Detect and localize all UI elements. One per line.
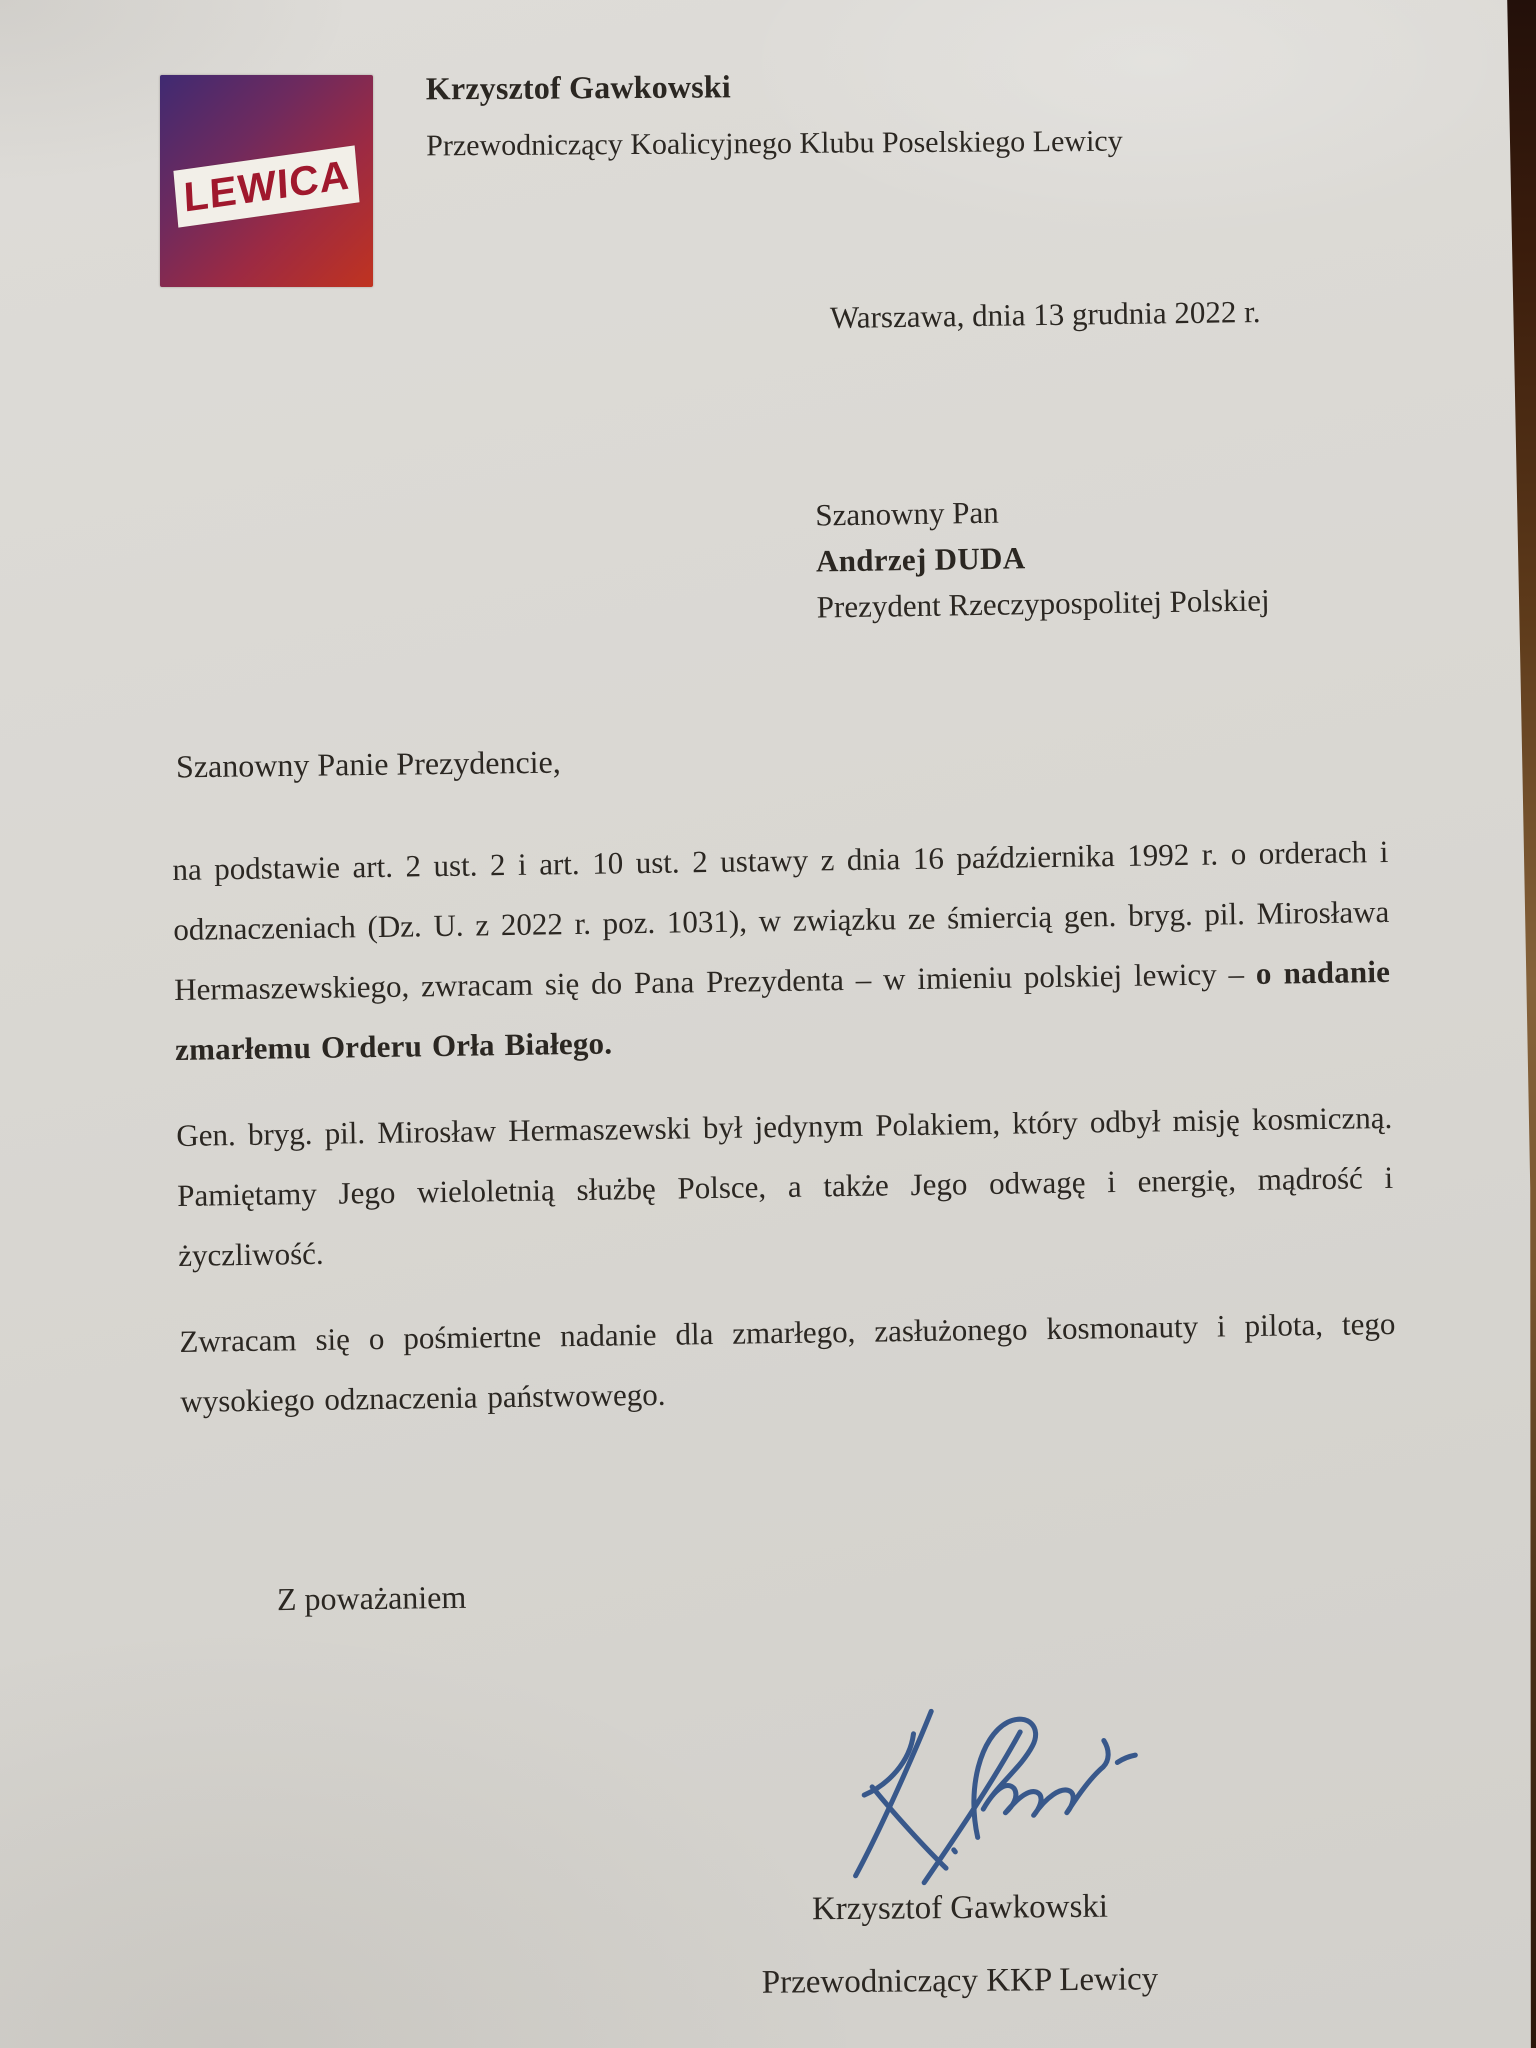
closing-phrase: Z poważaniem	[276, 1578, 467, 1618]
lewica-logo	[160, 75, 373, 287]
recipient-title: Prezydent Rzeczypospolitej Polskiej	[816, 582, 1270, 625]
letterhead	[426, 66, 1123, 164]
signature-ink	[826, 1685, 1142, 1902]
signatory-title: Przewodniczący KKP Lewicy	[761, 1961, 1159, 2001]
lewica-logo-text: LEWICA	[182, 151, 351, 221]
sender-name: Krzysztof Gawkowski	[425, 68, 732, 107]
body-paragraph-1	[172, 822, 1391, 1080]
body-paragraph-3: Zwracam się o pośmiertne nadanie dla zmarłego, zasłużonego kosmonauty i pilota, tego wysokiego odznaczenia państwowego.	[179, 1305, 1396, 1419]
p1-bold-text: o nadanie zmarłemu Orderu Orła Białego.	[174, 953, 1391, 1067]
recipient-name: Andrzej DUDA	[815, 540, 1026, 579]
letter-body	[172, 822, 1397, 1458]
sender-title: Przewodniczący Koalicyjnego Klubu Poselskiego Lewicy	[426, 124, 1123, 163]
wood-background	[1504, 0, 1536, 2048]
signatory-name: Krzysztof Gawkowski	[811, 1888, 1109, 1928]
recipient-block	[815, 485, 1270, 630]
lewica-logo-badge	[173, 145, 359, 228]
body-paragraph-2: Gen. bryg. pil. Mirosław Hermaszewski był jedynym Polakiem, który odbył misję kosmiczną. Pamiętamy Jego wieloletnią służbę Polsce, a także Jego odwagę i energię, mądrość i życzliwość.	[176, 1099, 1394, 1273]
date-line: Warszawa, dnia 13 grudnia 2022 r.	[829, 293, 1261, 336]
salutation: Szanowny Panie Prezydencie,	[175, 743, 561, 785]
p1-normal-text: na podstawie art. 2 ust. 2 i art. 10 ust. 2 ustawy z dnia 16 października 1992 r. o orderach i odznaczeniach (Dz. U. z 2022 r. poz. 1031), w związku ze śmiercią gen. bryg. pil. Mirosława Hermaszewskiego, zwracam się do Pana Prezydenta – w imieniu polskiej lewicy –	[172, 833, 1390, 1007]
recipient-honorific: Szanowny Pan	[815, 494, 999, 533]
